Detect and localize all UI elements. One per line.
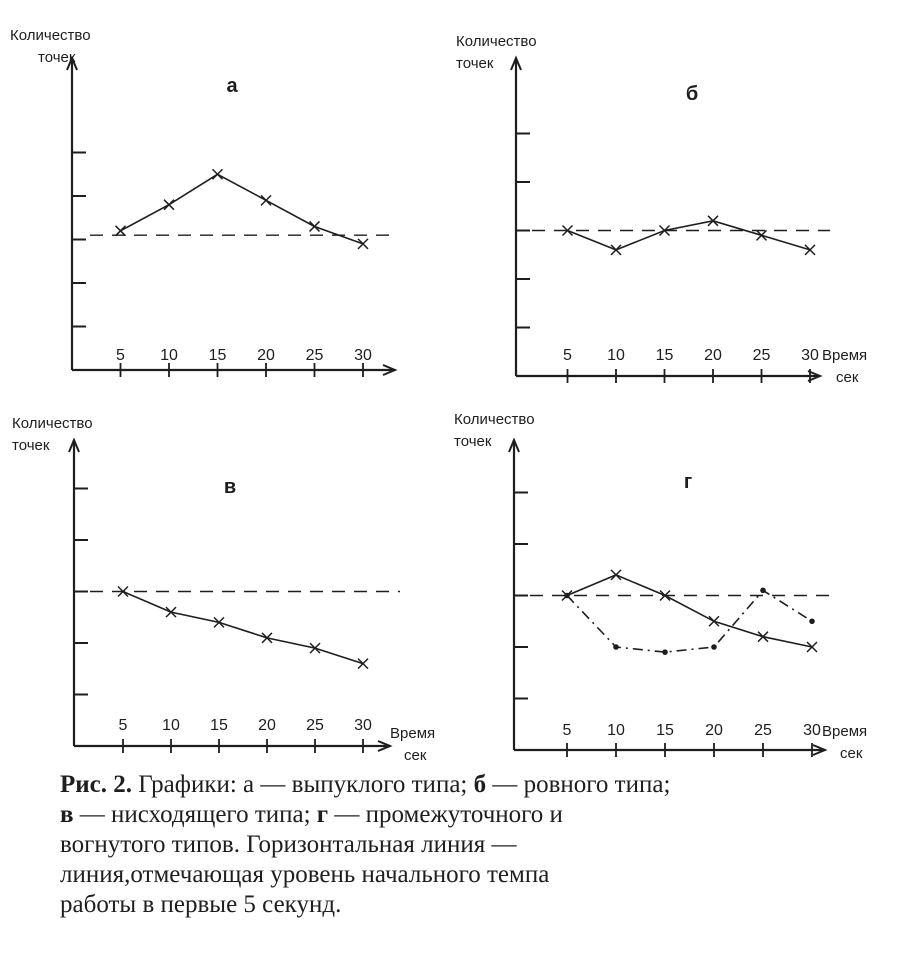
data-point-cross (757, 230, 767, 240)
series-line (121, 174, 364, 244)
data-point-cross (611, 570, 621, 580)
x-tick-label: 10 (607, 347, 625, 364)
x-tick-label: 5 (562, 722, 572, 739)
y-axis-subtitle: точек (38, 49, 76, 66)
caption-letter-v: в (60, 801, 74, 828)
data-point-dot (564, 593, 570, 599)
data-point-dot (662, 649, 668, 655)
x-tick-label: 30 (803, 722, 821, 739)
data-point-cross (213, 169, 223, 179)
x-tick-label: 30 (801, 347, 819, 364)
panel-letter: г (683, 471, 693, 493)
x-axis-unit: сек (840, 745, 863, 762)
caption-line-1 (60, 770, 900, 800)
caption-figure-label: Рис. 2. (60, 771, 133, 798)
caption-text-a: Графики: а — выпуклого типа; (132, 771, 474, 798)
x-tick-label: 20 (705, 722, 723, 739)
caption-text-v: — нисходящего типа; (73, 801, 317, 828)
figure-caption (60, 770, 900, 920)
x-tick-label: 30 (354, 347, 372, 364)
x-tick-label: 15 (655, 347, 674, 364)
data-point-cross (805, 245, 815, 255)
x-tick-label: 20 (258, 717, 276, 734)
caption-line-2 (60, 800, 900, 830)
data-point-cross (310, 221, 320, 231)
x-tick-label: 15 (656, 722, 674, 739)
y-axis-subtitle: точек (12, 437, 50, 454)
x-tick-label: 15 (208, 347, 227, 364)
x-axis-unit: сек (404, 747, 427, 764)
panel-g (454, 411, 867, 762)
data-point-cross (261, 195, 271, 205)
caption-text-g: — промежуточного и (328, 801, 563, 828)
data-point-dot (613, 644, 619, 650)
y-axis-title: Количество (10, 27, 91, 44)
y-axis-title: Количество (12, 415, 93, 432)
data-point-dot (760, 588, 766, 594)
x-tick-label: 20 (257, 347, 275, 364)
x-tick-label: 25 (752, 347, 771, 364)
panel-b (456, 33, 867, 386)
x-tick-label: 30 (354, 717, 372, 734)
x-axis-title: Время (822, 347, 868, 364)
data-point-dot (711, 644, 717, 650)
x-tick-label: 25 (306, 717, 324, 734)
panel-letter: б (685, 83, 699, 105)
y-axis-subtitle: точек (454, 433, 492, 450)
data-point-cross (709, 616, 719, 626)
caption-text-b: — ровного типа; (486, 771, 671, 798)
x-tick-label: 20 (704, 347, 722, 364)
x-tick-label: 5 (563, 347, 572, 364)
x-axis-unit: сек (836, 369, 859, 386)
data-point-cross (164, 200, 174, 210)
x-tick-label: 5 (118, 717, 128, 734)
x-tick-label: 10 (607, 722, 625, 739)
y-axis-subtitle: точек (456, 55, 494, 72)
data-point-dot (809, 618, 815, 624)
x-axis-title: Время (822, 723, 868, 740)
panel-a (10, 27, 395, 377)
caption-line-4: линия,отмечающая уровень начального темпа (60, 861, 550, 888)
x-tick-label: 10 (160, 347, 178, 364)
caption-letter-b: б (473, 771, 487, 798)
panel-v (12, 415, 435, 764)
caption-line-3: вогнутого типов. Горизонтальная линия — (60, 831, 517, 858)
x-axis-title: Время (390, 725, 436, 742)
caption-line-5: работы в первые 5 секунд. (60, 891, 342, 918)
data-point-cross (611, 245, 621, 255)
series-line (567, 575, 812, 647)
series-line (568, 221, 811, 250)
series-line-dashdot (567, 590, 812, 652)
x-tick-label: 10 (162, 717, 180, 734)
y-axis-title: Количество (456, 33, 537, 50)
x-tick-label: 15 (210, 717, 228, 734)
x-tick-label: 25 (754, 722, 772, 739)
data-point-cross (116, 226, 126, 236)
panel-letter: а (226, 75, 238, 97)
x-tick-label: 25 (305, 347, 324, 364)
panel-letter: в (223, 476, 237, 498)
x-tick-label: 5 (116, 347, 125, 364)
y-axis-title: Количество (454, 411, 535, 428)
series-line (123, 592, 363, 664)
caption-letter-g: г (316, 801, 329, 828)
data-point-cross (358, 239, 368, 249)
data-point-cross (358, 659, 368, 669)
